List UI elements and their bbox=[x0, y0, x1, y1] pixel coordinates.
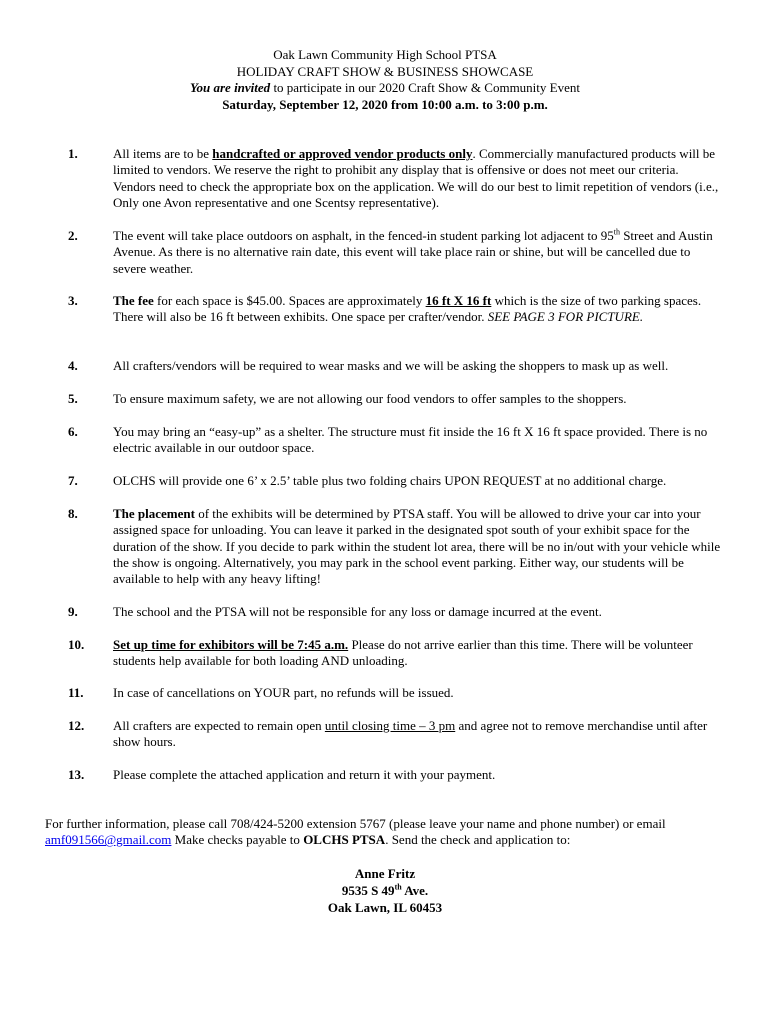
rule-text bbox=[113, 637, 723, 670]
underlined-text: until closing time – 3 pm bbox=[324, 718, 456, 733]
text-segment: All items are to be bbox=[113, 146, 213, 161]
rule-number: 12. bbox=[68, 718, 85, 733]
text-segment: which is the size of two parking spaces. There will also be 16 ft between exhibits. One space per crafter/vendor. bbox=[113, 293, 702, 325]
invitation-emphasis: You are invited bbox=[190, 80, 271, 95]
rule-text: In case of cancellations on YOUR part, no refunds will be issued. bbox=[113, 685, 454, 700]
school-name: Oak Lawn Community High School PTSA bbox=[273, 47, 497, 62]
rule-number: 1. bbox=[68, 146, 78, 161]
emphasis-text: The fee bbox=[113, 293, 154, 308]
rule-number: 11. bbox=[68, 685, 84, 700]
rule-number: 13. bbox=[68, 767, 85, 782]
street-suffix: Ave. bbox=[401, 883, 429, 898]
rule-text bbox=[113, 718, 723, 751]
rule-text: Please complete the attached application and return it with your payment. bbox=[113, 767, 496, 782]
contact-text: For further information, please call 708/424-5200 extension 5767 (please leave your name and phone number) or email bbox=[45, 816, 666, 831]
rule-text: OLCHS will provide one 6’ x 2.5’ table plus two folding chairs UPON REQUEST at no additional charge. bbox=[113, 473, 667, 488]
street-number: 9535 S 49 bbox=[341, 883, 395, 898]
rule-text: To ensure maximum safety, we are not allowing our food vendors to offer samples to the shoppers. bbox=[113, 391, 627, 406]
italic-text: SEE PAGE 3 FOR PICTURE. bbox=[487, 309, 644, 325]
send-text: . Send the check and application to: bbox=[385, 832, 571, 848]
email-link[interactable]: amf091566@gmail.com bbox=[45, 832, 172, 848]
mailing-address bbox=[0, 865, 770, 916]
rule-text bbox=[113, 146, 723, 211]
rule-text bbox=[113, 293, 723, 326]
payee-name: OLCHS PTSA bbox=[303, 832, 386, 848]
rule-number: 8. bbox=[68, 506, 78, 521]
payable-text: Make checks payable to bbox=[171, 832, 304, 848]
text-segment: The event will take place outdoors on asphalt, in the fenced-in student parking lot adjacent to 95 bbox=[113, 228, 614, 243]
contact-paragraph bbox=[45, 816, 745, 849]
rule-number: 4. bbox=[68, 358, 78, 373]
emphasis-text: 16 ft X 16 ft bbox=[425, 293, 492, 308]
rule-number: 10. bbox=[68, 637, 85, 652]
rule-number: 3. bbox=[68, 293, 78, 308]
text-segment: All crafters are expected to remain open bbox=[113, 718, 325, 733]
emphasis-text: The placement bbox=[113, 506, 195, 521]
invitation-line bbox=[0, 80, 770, 97]
rule-text: You may bring an “easy-up” as a shelter. The structure must fit inside the 16 ft X 16 ft space provided. There is no electric available in our outdoor space. bbox=[113, 424, 708, 456]
emphasis-text: Set up time for exhibitors will be 7:45 a.m. bbox=[113, 637, 349, 652]
rule-number: 7. bbox=[68, 473, 78, 488]
text-segment: for each space is $45.00. Spaces are approximately bbox=[153, 293, 426, 308]
text-segment: . Commercially manufactured products will be limited to vendors. We reserve the right to prohibit any display that is offensive or does not meet our criteria. Vendors need to check the appropriate box on the application. We will do our best to limit repetition of vendors (i.e., Only one Avon representative and one Scentsy representative). bbox=[113, 146, 719, 210]
recipient-name: Anne Fritz bbox=[354, 866, 416, 881]
city-state-zip: Oak Lawn, IL 60453 bbox=[327, 900, 443, 915]
rule-text bbox=[113, 228, 723, 277]
superscript: th bbox=[394, 882, 402, 892]
text-segment: Please do not arrive earlier than this time. There will be volunteer students help available for both loading AND unloading. bbox=[113, 637, 693, 669]
text-segment: of the exhibits will be determined by PTSA staff. You will be allowed to drive your car into your assigned space for unloading. You can leave it parked in the designated spot south of your exhibit space for the duration of the show. If you decide to park within the student lot area, there will be no in/out with your vehicle while the show is ongoing. Alternatively, you may park in the school event parking. Either way, our students will be available to help with any heavy lifting! bbox=[113, 506, 721, 587]
rule-text: The school and the PTSA will not be responsible for any loss or damage incurred at the event. bbox=[113, 604, 602, 619]
emphasis-text: handcrafted or approved vendor products only bbox=[212, 146, 473, 161]
invitation-text: to participate in our 2020 Craft Show & Community Event bbox=[270, 80, 580, 95]
text-segment: Street and Austin Avenue. As there is no alternative rain date, this event will take place rain or shine, but will be cancelled due to severe weather. bbox=[113, 228, 713, 276]
rule-text: All crafters/vendors will be required to wear masks and we will be asking the shoppers to mask up as well. bbox=[113, 358, 669, 373]
street-address bbox=[0, 882, 770, 899]
rule-number: 9. bbox=[68, 604, 78, 619]
event-date: Saturday, September 12, 2020 from 10:00 a.m. to 3:00 p.m. bbox=[222, 96, 548, 112]
rule-number: 2. bbox=[68, 228, 78, 243]
document-header bbox=[0, 47, 770, 113]
rule-text bbox=[113, 506, 723, 587]
text-segment: and agree not to remove merchandise until after show hours. bbox=[113, 718, 708, 750]
rule-number: 5. bbox=[68, 391, 78, 406]
rule-number: 6. bbox=[68, 424, 78, 439]
superscript: th bbox=[613, 227, 620, 237]
event-title: HOLIDAY CRAFT SHOW & BUSINESS SHOWCASE bbox=[236, 63, 534, 79]
